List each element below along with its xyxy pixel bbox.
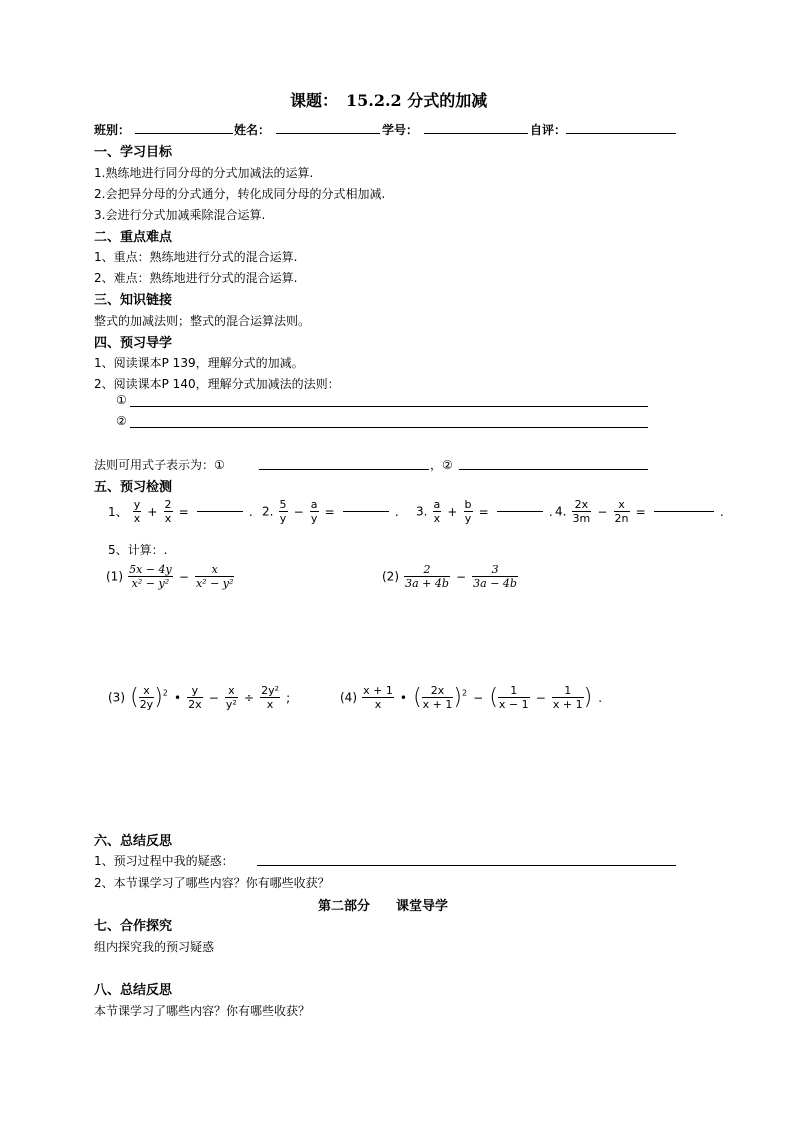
operator: + bbox=[447, 504, 458, 519]
operator: − bbox=[178, 569, 189, 584]
fraction: $\frac{a}{x}$ bbox=[433, 498, 441, 525]
equals: = bbox=[178, 504, 189, 519]
operator: − bbox=[535, 690, 546, 705]
calc-3: (3) ( $\frac{x}{2y}$ )$^2$ • $\frac{y}{2x}$ − $\frac{x}{\text{y²}}$ ÷ $\frac{\text{2y²}}{x}$ ; bbox=[108, 684, 291, 711]
calc-2-label: (2) bbox=[382, 569, 399, 584]
fraction: $\frac{x + 1}{x}$ bbox=[363, 684, 393, 711]
calc-4-label: (4) bbox=[340, 690, 357, 705]
id-field[interactable] bbox=[424, 133, 528, 134]
operator: − bbox=[456, 569, 467, 584]
operator: − bbox=[473, 690, 484, 705]
name-label: 姓名： bbox=[234, 123, 271, 137]
answer-blank[interactable] bbox=[343, 511, 389, 512]
section-heading-2: 二、重点难点 bbox=[94, 230, 173, 245]
exercise-1 bbox=[108, 498, 254, 525]
exercise-1-label: 1、 bbox=[108, 505, 128, 519]
equals: = bbox=[478, 504, 489, 519]
id-label: 学号： bbox=[382, 123, 419, 137]
exponent: 2 bbox=[162, 688, 168, 698]
doubt-label: 1、预习过程中我的疑惑： bbox=[94, 854, 234, 868]
formula-blank-2[interactable] bbox=[459, 469, 648, 470]
operator: + bbox=[147, 504, 158, 519]
section-heading-6: 六、总结反思 bbox=[94, 834, 173, 849]
eval-label: 自评： bbox=[530, 123, 567, 137]
fraction: $\frac{\text{2y²}}{x}$ bbox=[261, 684, 280, 711]
fraction: $\frac{2}{3a + 4b}$ bbox=[405, 563, 449, 590]
harvest-question: 2、本节课学习了哪些内容？你有哪些收获？ bbox=[94, 876, 330, 890]
fraction: $\frac{x}{2n}$ bbox=[614, 498, 629, 525]
section-heading-3: 三、知识链接 bbox=[94, 293, 173, 308]
goal-item-3: 3.会进行分式加减乘除混合运算. bbox=[94, 208, 266, 222]
fraction: $\frac{y}{2x}$ bbox=[188, 684, 202, 711]
goal-item-1: 1.熟练地进行同分母的分式加减法的运算. bbox=[94, 166, 314, 180]
fraction: $\frac{5x - 4y}{\text{x² − y²}}$ bbox=[129, 563, 172, 590]
section-heading-4: 四、预习导学 bbox=[94, 336, 173, 351]
calc-1-label: (1) bbox=[106, 569, 123, 584]
key-point-item: 1、重点：熟练地进行分式的混合运算. bbox=[94, 250, 298, 264]
period: . bbox=[548, 504, 553, 519]
fraction: $\frac{b}{y}$ bbox=[464, 498, 472, 525]
fraction: $\frac{x}{2y}$ bbox=[139, 684, 154, 711]
section-heading-8: 八、总结反思 bbox=[94, 983, 173, 998]
operator: − bbox=[597, 504, 608, 519]
calc-1 bbox=[106, 563, 234, 590]
answer-blank[interactable] bbox=[197, 511, 243, 512]
fraction: $\frac{3}{3a - 4b}$ bbox=[473, 563, 517, 590]
goal-item-2: 2.会把异分母的分式通分，转化成同分母的分式相加减. bbox=[94, 187, 386, 201]
preview-item-1: 1、阅读课本P 139，理解分式的加减。 bbox=[94, 356, 304, 370]
calc-2 bbox=[382, 563, 518, 590]
period: . bbox=[248, 504, 253, 519]
semicolon: ; bbox=[286, 690, 291, 705]
rule-blank-1-label: ① bbox=[116, 393, 127, 407]
fraction: $\frac{1}{x + 1}$ bbox=[552, 684, 583, 711]
doubt-blank[interactable] bbox=[257, 865, 676, 866]
operator: ÷ bbox=[243, 690, 254, 705]
formula-prefix: 法则可用式子表示为：① bbox=[94, 458, 225, 472]
preview-item-2: 2、阅读课本P 140，理解分式加减法的法则： bbox=[94, 377, 340, 391]
exercise-2-label: 2. bbox=[262, 504, 274, 519]
answer-blank[interactable] bbox=[654, 511, 714, 512]
fraction: $\frac{x}{\text{y²}}$ bbox=[225, 684, 237, 711]
equals: = bbox=[635, 504, 646, 519]
answer-blank[interactable] bbox=[497, 511, 543, 512]
name-field[interactable] bbox=[276, 133, 380, 134]
exercise-2 bbox=[262, 498, 400, 525]
period: . bbox=[394, 504, 399, 519]
class-label: 班别： bbox=[94, 123, 131, 137]
exercise-3-label: 3. bbox=[416, 504, 428, 519]
fraction: $\frac{2x}{x + 1}$ bbox=[422, 684, 453, 711]
cooperate-text: 组内探究我的预习疑惑 bbox=[94, 940, 215, 954]
reflection-text: 本节课学习了哪些内容？你有哪些收获？ bbox=[94, 1004, 311, 1018]
eval-field[interactable] bbox=[566, 133, 676, 134]
period: . bbox=[719, 504, 724, 519]
fraction: $\frac{a}{y}$ bbox=[310, 498, 318, 525]
calc-3-label: (3) bbox=[108, 690, 125, 705]
page-title: 课题： 15.2.2 分式的加减 bbox=[290, 91, 488, 110]
operator: − bbox=[293, 504, 304, 519]
fraction: $\frac{1}{x - 1}$ bbox=[498, 684, 529, 711]
operator: • bbox=[173, 690, 182, 705]
part-two-title: 第二部分 课堂导学 bbox=[318, 899, 449, 914]
difficulty-item: 2、难点：熟练地进行分式的混合运算. bbox=[94, 271, 298, 285]
section-heading-7: 七、合作探究 bbox=[94, 919, 173, 934]
formula-blank-1[interactable] bbox=[259, 469, 429, 470]
fraction: $\frac{2}{x}$ bbox=[164, 498, 172, 525]
operator: − bbox=[208, 690, 219, 705]
fraction: $\frac{2x}{3m}$ bbox=[572, 498, 591, 525]
period: . bbox=[598, 690, 603, 705]
exercise-3 bbox=[416, 498, 554, 525]
section-heading-5: 五、预习检测 bbox=[94, 480, 173, 495]
rule-blank-2-label: ② bbox=[116, 414, 127, 428]
rule-blank-2[interactable] bbox=[130, 427, 648, 428]
fraction: $\frac{y}{x}$ bbox=[133, 498, 141, 525]
calc-label: 5、计算：. bbox=[108, 543, 168, 557]
operator: • bbox=[399, 690, 407, 705]
class-field[interactable] bbox=[135, 133, 233, 134]
formula-separator: ，② bbox=[430, 458, 453, 472]
knowledge-link-text: 整式的加减法则；整式的混合运算法则。 bbox=[94, 314, 311, 328]
exercise-4 bbox=[555, 498, 725, 525]
rule-blank-1[interactable] bbox=[130, 406, 648, 407]
section-heading-1: 一、学习目标 bbox=[94, 145, 173, 160]
fraction: $\frac{5}{y}$ bbox=[279, 498, 287, 525]
fraction: $\frac{x}{\text{x² − y²}}$ bbox=[195, 563, 234, 590]
exercise-4-label: 4. bbox=[555, 504, 567, 519]
exponent: 2 bbox=[461, 688, 468, 698]
equals: = bbox=[324, 504, 335, 519]
calc-4: (4) $\frac{x + 1}{x}$ • ( $\frac{2x}{x + 1}$ )$^2$ − ( $\frac{1}{x - 1}$ − $\frac{1}{x + 1}$ ) . bbox=[340, 684, 603, 711]
